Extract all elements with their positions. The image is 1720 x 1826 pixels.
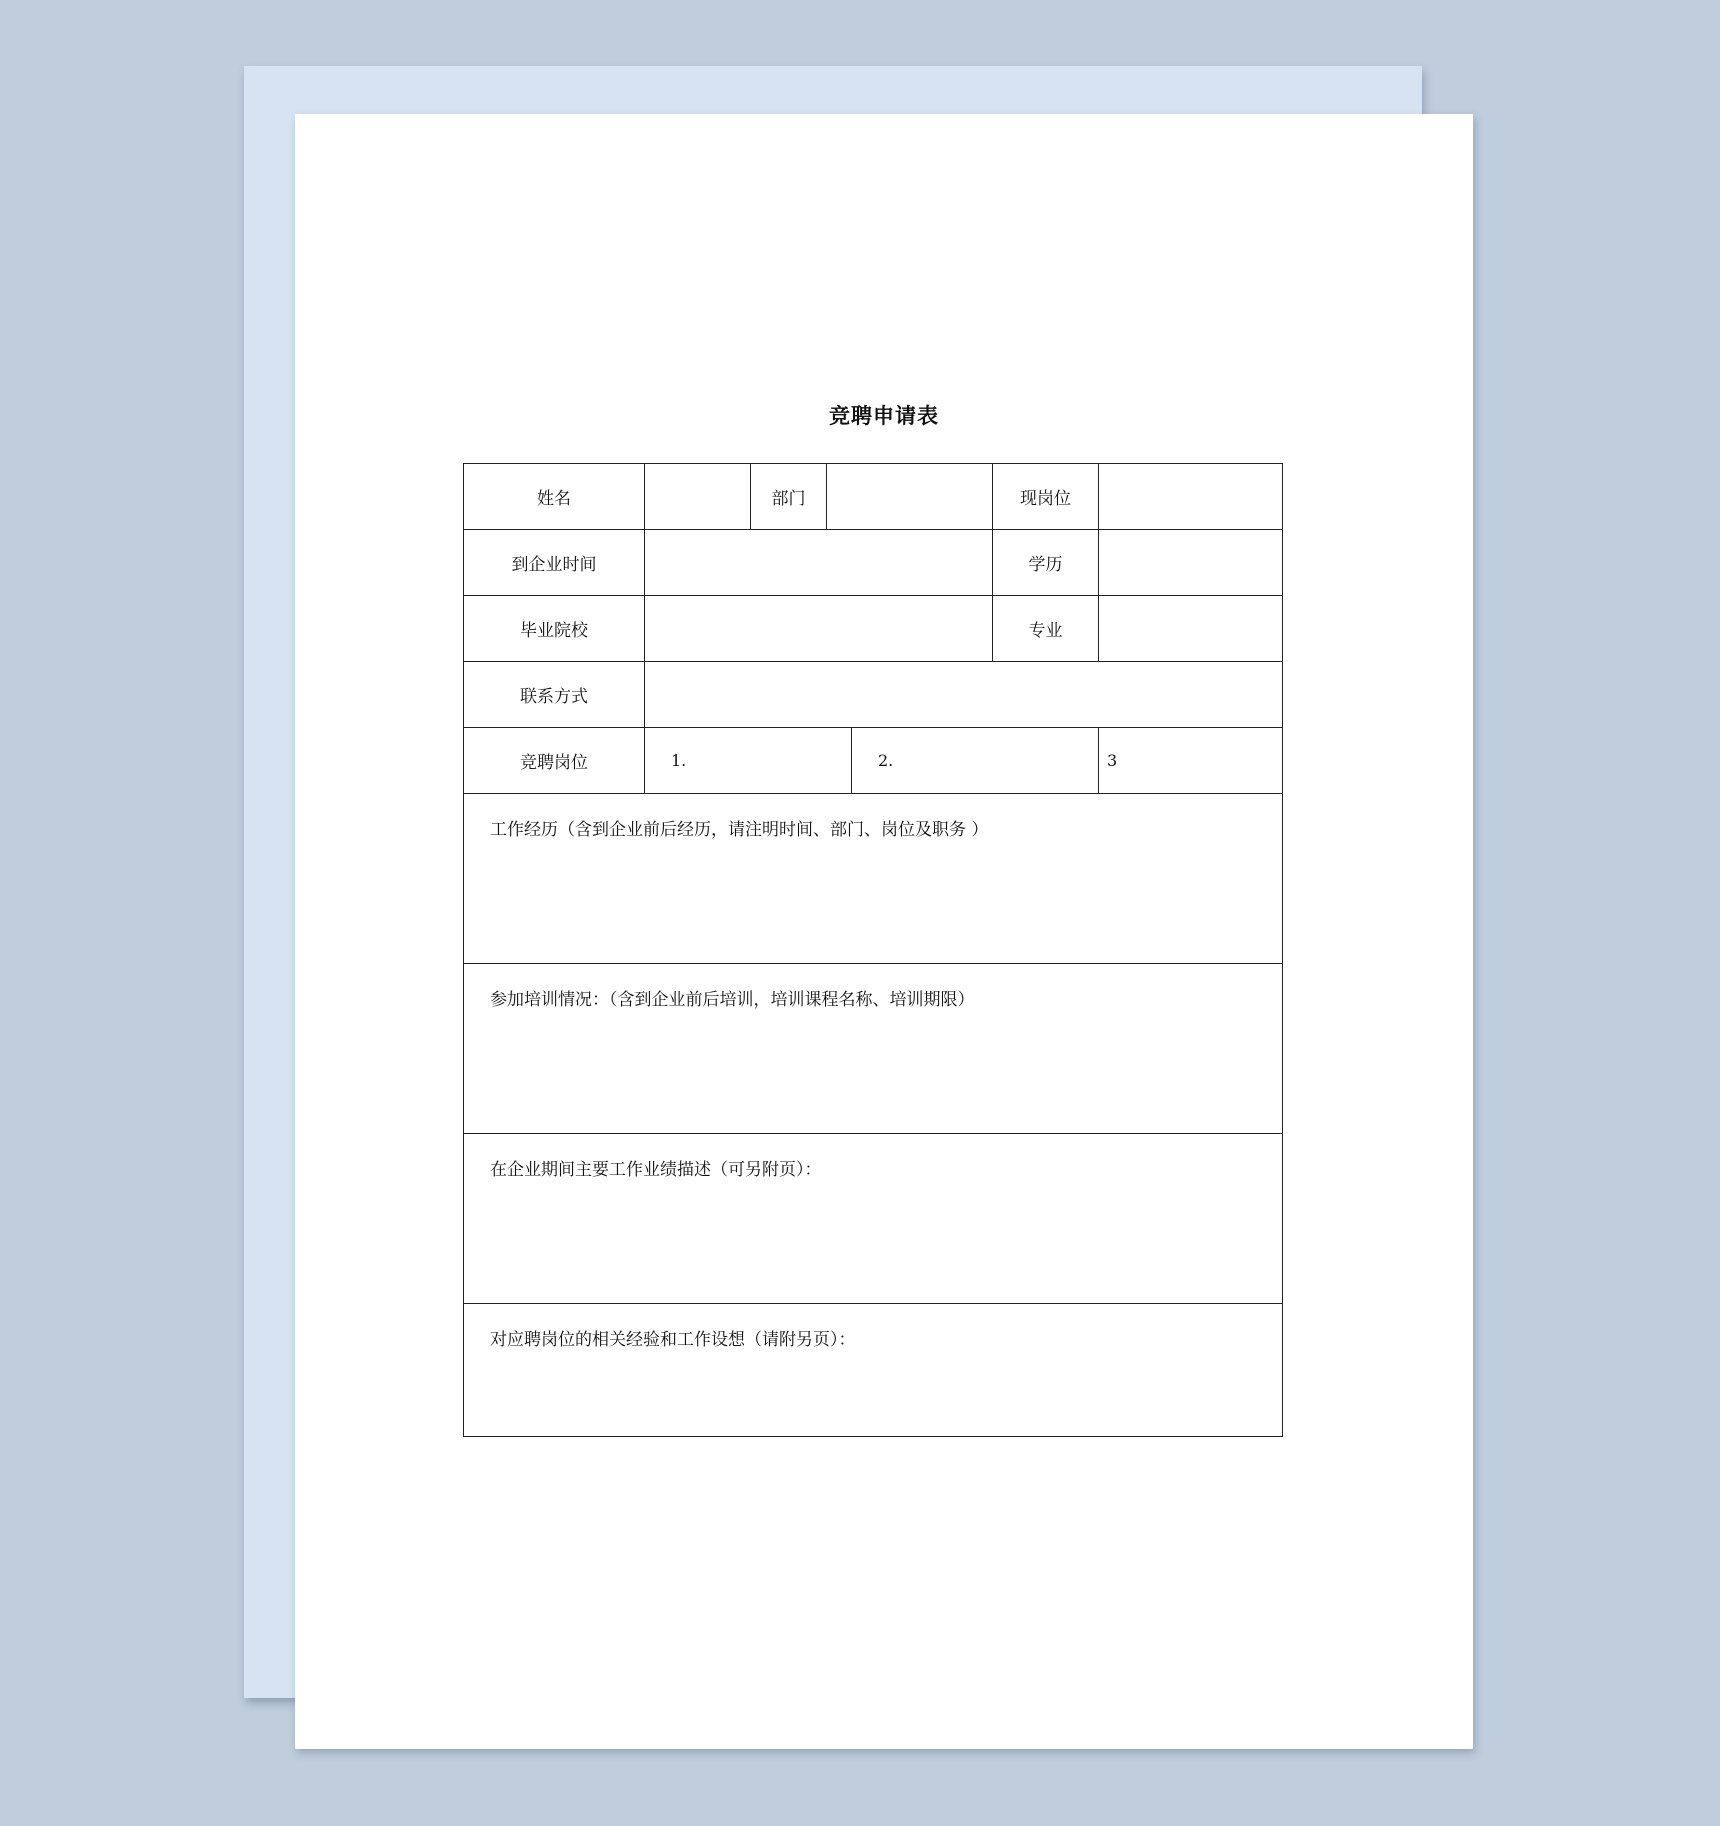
form-row-school <box>464 596 1283 662</box>
join-date-field[interactable] <box>645 530 993 596</box>
applied-position-1-field[interactable]: 1. <box>645 728 852 794</box>
form-row-basic <box>464 464 1283 530</box>
name-field[interactable] <box>645 464 751 530</box>
form-row-join-date <box>464 530 1283 596</box>
work-experience-field[interactable] <box>464 794 1283 964</box>
contact-label: 联系方式 <box>464 662 645 728</box>
contact-field[interactable] <box>645 662 1283 728</box>
achievements-field[interactable] <box>464 1134 1283 1304</box>
document-title: 竞聘申请表 <box>829 403 939 428</box>
major-field[interactable] <box>1099 596 1283 662</box>
join-date-label: 到企业时间 <box>464 530 645 596</box>
form-row-applied-positions <box>464 728 1283 794</box>
applied-position-3-field[interactable]: 3 <box>1099 728 1283 794</box>
form-row-achievements <box>464 1134 1283 1304</box>
current-position-label: 现岗位 <box>993 464 1099 530</box>
form-row-training <box>464 964 1283 1134</box>
department-label: 部门 <box>751 464 827 530</box>
training-label: 参加培训情况：（含到企业前后培训，培训课程名称、培训期限） <box>490 990 975 1010</box>
application-form-table <box>463 463 1283 1437</box>
achievements-label: 在企业期间主要工作业绩描述（可另附页）： <box>490 1160 822 1180</box>
plan-field[interactable] <box>464 1304 1283 1437</box>
form-row-plan <box>464 1304 1283 1437</box>
major-label: 专业 <box>993 596 1099 662</box>
plan-label: 对应聘岗位的相关经验和工作设想（请附另页）： <box>490 1330 856 1350</box>
current-position-field[interactable] <box>1099 464 1283 530</box>
form-row-work-experience <box>464 794 1283 964</box>
applied-position-2-field[interactable]: 2. <box>852 728 1099 794</box>
school-field[interactable] <box>645 596 993 662</box>
applied-positions-label: 竞聘岗位 <box>464 728 645 794</box>
education-field[interactable] <box>1099 530 1283 596</box>
form-row-contact <box>464 662 1283 728</box>
front-page <box>295 114 1473 1749</box>
training-field[interactable] <box>464 964 1283 1134</box>
work-experience-label: 工作经历（含到企业前后经历，请注明时间、部门、岗位及职务 ） <box>490 820 989 840</box>
education-label: 学历 <box>993 530 1099 596</box>
school-label: 毕业院校 <box>464 596 645 662</box>
department-field[interactable] <box>827 464 993 530</box>
name-label: 姓名 <box>464 464 645 530</box>
